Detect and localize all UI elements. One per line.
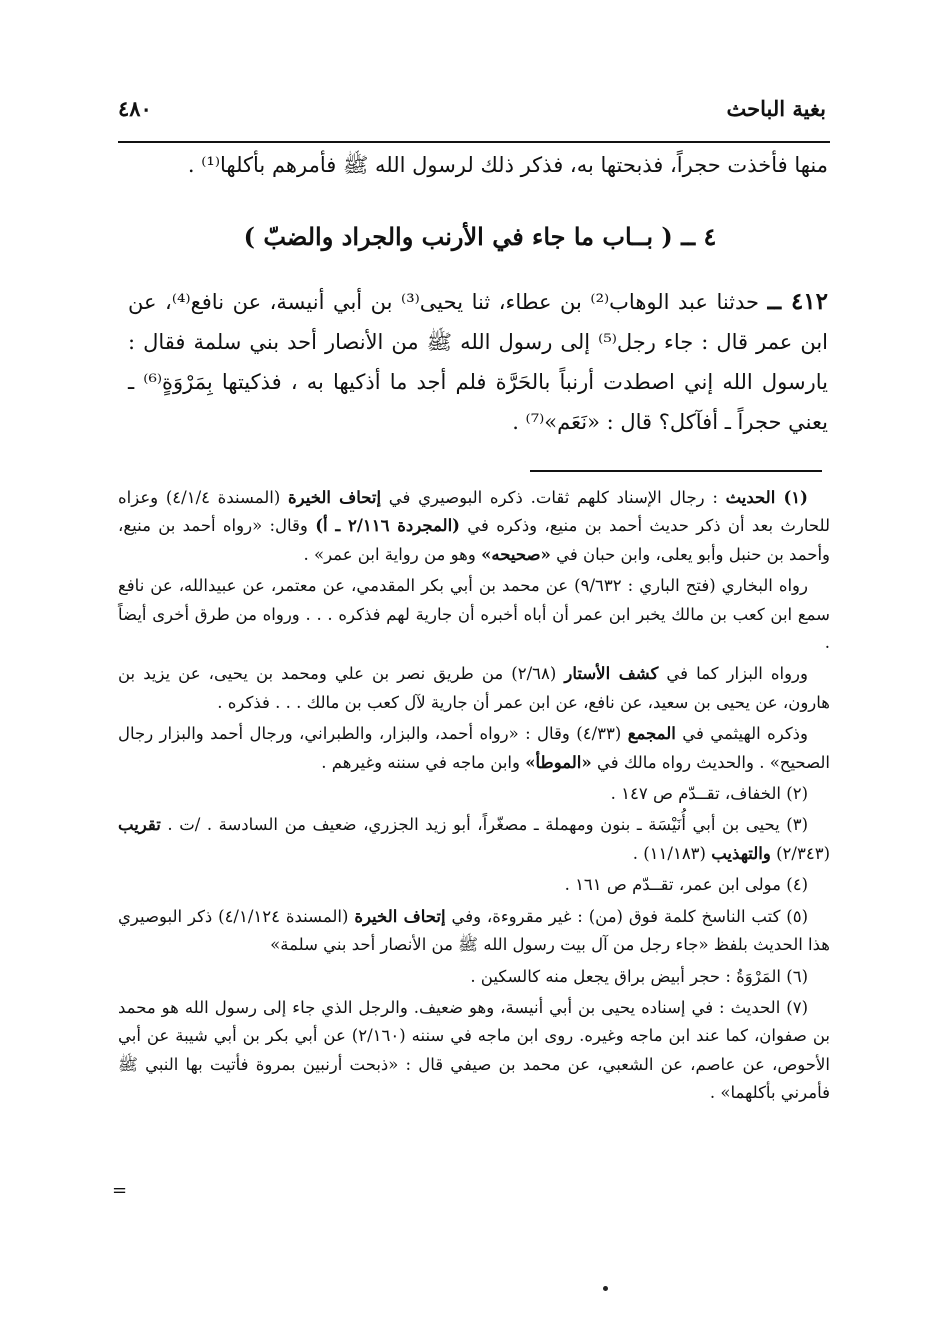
- scan-speck: [603, 1286, 608, 1291]
- footnote-4: (٤) مولى ابن عمر، تقــدّم ص ١٦١ .: [564, 875, 808, 895]
- footnote-1-para-4: [118, 720, 830, 777]
- footnote-text: : رجال الإسناد كلهم ثقات. ذكره البوصيري في: [388, 488, 718, 507]
- footnote-text: وذكره الهيثمي في: [682, 724, 808, 744]
- footnote-7: (٧) الحديث : في إسناده يحيى بن أبي أنيسة، وهو ضعيف. والرجل الذي جاء إلى رسول الله هو محمد بن صفوان، كما عند ابن ماجه وغيره. روى ابن ماجه في سننه (٢/١٦٠) عن أبي بكر بن أبي شيبة عن أبي الأحوص، عن عاصم، عن الشعبي، عن محمد بن صيفي قال : «ذبحت أرنبين بمروة فأتيت بها النبي ﷺ فأمرني بأكلهما» .: [118, 997, 830, 1103]
- book-title: «صحيحه»: [481, 544, 551, 564]
- footnote-text: وقال: «رواه أحمد بن منيع، وأحمد بن حنبل وأبو يعلى، وابن حبان في: [118, 516, 830, 564]
- footnote-1-para-2: رواه البخاري (فتح الباري : ٩/٦٣٢) عن محمد بن أبي بكر المقدمي، عن معتمر، عن عبيدالله، عن نافع سمع ابن كعب بن مالك يخبر ابن عمر أن أباه أخبره أن جارية لهم فذكره . . . ورواه من طرق أخرى أيضاً .: [118, 576, 830, 653]
- footnote-text: (١١/١٨٣) .: [632, 843, 706, 863]
- footnote-text: (٣) يحيى بن أبي أُنَيْسَة ـ بنون ومهملة ـ مصغّراً، أبو زيد الجزري، ضعيف من السادسة . /ت .: [167, 815, 808, 835]
- book-title: إتحاف الخيرة: [287, 488, 382, 507]
- footnote-text: (المسندة ٤/١/١٢٤) ذكر البوصيري هذا الحديث بلفظ «جاء رجل من آل بيت رسول الله ﷺ من الأنصار أحد بني سلمة»: [118, 906, 830, 955]
- book-title: «الموطأ»: [525, 752, 592, 772]
- footnote-5: [118, 903, 830, 960]
- continuation-line: منها فأخذت حجراً، فذبحتها به، فذكر ذلك لرسول الله ﷺ فأمرهم بأكلها⁽¹⁾ .: [187, 153, 828, 177]
- book-title: إتحاف الخيرة: [354, 906, 446, 926]
- footnote-3: [118, 811, 830, 868]
- footnote-1: [118, 484, 830, 569]
- footnote-rule: [530, 470, 822, 472]
- page-header: [118, 92, 826, 132]
- footnote-1-para-3: [118, 660, 830, 717]
- footnote-text: وابن ماجه في سننه وغيرهم .: [321, 752, 520, 772]
- footnote-text: (٤/٣٣) وقال : «رواه أحمد، والبزار، والطبراني، ورجال أحمد والبزار رجال الصحيح» . والحديث رواه مالك في: [118, 724, 830, 772]
- hadith-number: ٤١٢ ــ: [767, 288, 829, 315]
- book-title: كشف الأستار: [564, 664, 659, 684]
- continuation-mark: =: [112, 1180, 128, 1201]
- page-number: ٤٨٠: [118, 96, 152, 121]
- hadith-text: حدثنا عبد الوهاب⁽²⁾ بن عطاء، ثنا يحيى⁽³⁾ بن أبي أنيسة، عن نافع⁽⁴⁾، عن ابن عمر قال : جاء رجل⁽⁵⁾ إلى رسول الله ﷺ من الأنصار أحد بني سلمة فقال : يارسول الله إني اصطدت أرنباً بالحَرَّة فلم أجد ما أذكيها به ، فذكيتها بِمَرْوَةٍ⁽⁶⁾ ـ يعني حجراً ـ أفآكل؟ قال : «نَعَم»⁽⁷⁾ .: [128, 290, 829, 434]
- chapter-heading: ٤ ــ ( بــاب ما جاء في الأرنب والجراد والضبّ ): [243, 222, 717, 251]
- book-title: والتهذيب: [711, 843, 771, 863]
- footnote-text: (٢/٦٨) من طريق نصر بن علي ومحمد بن يحيى، عن يزيد بن هارون، عن يحيى بن سعيد، عن نافع، عن ابن عمر أن جارية لآل كعب بن مالك . . . فذكره .: [118, 664, 830, 712]
- book-title: المجمع: [627, 724, 676, 744]
- header-rule: [118, 141, 830, 143]
- footnote-text: (٥) كتب الناسخ كلمة فوق (من) : غير مقروءة، وفي: [451, 906, 809, 926]
- footnotes: [118, 484, 830, 1111]
- hadith-paragraph: [128, 282, 828, 442]
- book-title: (المجردة ٢/١١٦ ـ أ): [315, 516, 460, 536]
- footnote-text: (٢/٣٤٣): [776, 843, 830, 863]
- footnote-text: وهو من رواية ابن عمر» .: [303, 544, 476, 564]
- book-title: تقريب: [118, 815, 161, 835]
- footnote-text: ورواه البزار كما في: [666, 664, 808, 684]
- footnote-text: (المسندة ٤/١/٤) وعزاه للحارث بعد أن ذكر حديث أحمد بن منيع، وذكره في: [118, 488, 831, 536]
- footnote-label: (١) الحديث: [725, 488, 808, 507]
- footnote-6: (٦) المَرْوَةُ : حجر أبيض براق يجعل منه كالسكين .: [470, 966, 808, 986]
- footnote-2: (٢) الخفاف، تقــدّم ص ١٤٧ .: [610, 784, 808, 804]
- running-title: بغية الباحث: [726, 96, 826, 121]
